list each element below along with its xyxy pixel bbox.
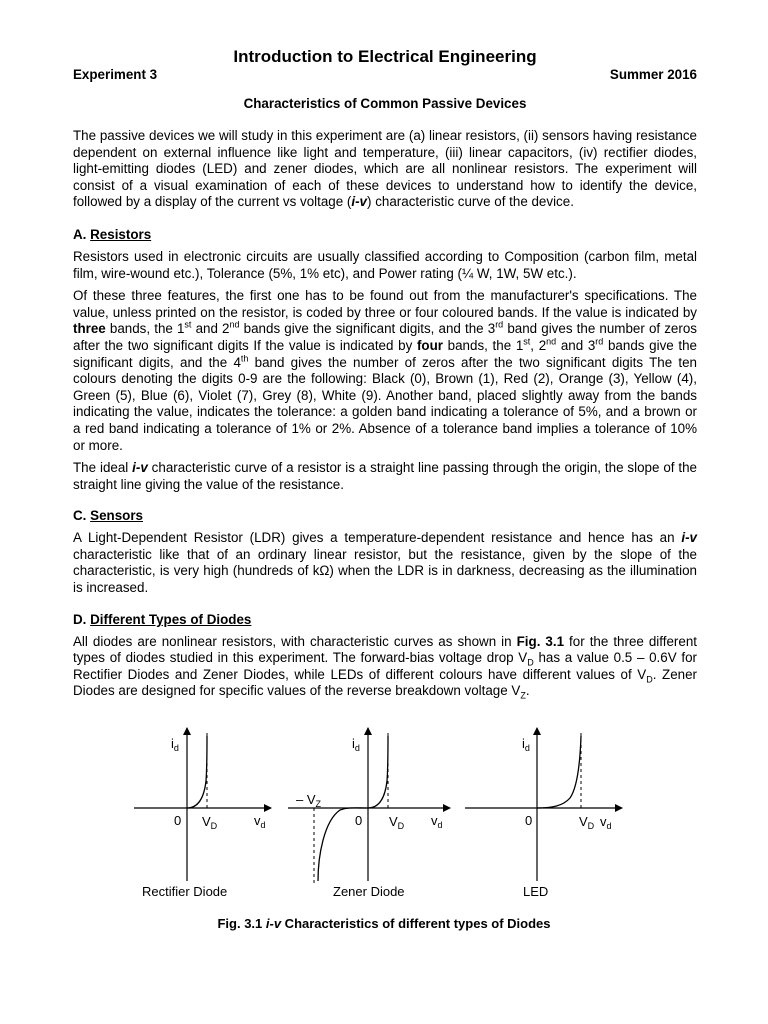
resistors-paragraph-1: Resistors used in electronic circuits are usually classified according to Composition (carbon film, metal film, wire-wound etc.), Tolerance (5%, 1% etc), and Power rating (¼ W, 1W, 5W etc.).	[73, 248, 697, 281]
intro-paragraph: The passive devices we will study in this experiment are (a) linear resistors, (ii) sensors having resistance dependent on external influence like light and temperature, (iii) linear capacitors, (iv) rectifier diodes, light-emitting diodes (LED) and zener diodes, which are all nonlinear resistors. The experiment will consist of a visual examination of each of these devices to understand how to identify the device, followed by a display of the current vs voltage (i-v) characteristic curve of the device.	[73, 128, 697, 210]
rectifier-vd-label: $V_D$	[202, 814, 218, 831]
zener-origin-label: 0	[355, 813, 363, 828]
rectifier-origin-label: 0	[174, 813, 182, 828]
diode-curves-svg	[100, 726, 640, 906]
resistors-paragraph-3: The ideal i-v characteristic curve of a resistor is a straight line passing through the origin, the slope of the straight line giving the value of the resistance.	[73, 460, 697, 492]
resistors-paragraph-2: Of these three features, the first one has to be found out from the manufacturer's specifications. The value, unless printed on the resistor, is coded by three or four coloured bands. If the value is indicated by three bands, the 1st and 2nd bands give the significant digits, and the 3rd band gives the number of zeros after the two significant digits If the value is indicated by four bands, the 1st, 2nd and 3rd bands give the significant digits, and the 4th band gives the number of zeros after the two significant digits The ten colours denoting the digits 0-9 are the following: Black (0), Brown (1), Red (2), Orange (3), Yellow (4), Green (5), Blue (6), Violet (7), Grey (8), White (9). Another band, placed slightly away from the bands indicating the value, indicates the tolerance: a golden band indicating a tolerance of 5%, and a brown or a red band indicating a tolerance of 1% or 2%. Absence of a tolerance band implies a tolerance of 10% or more.	[73, 288, 697, 453]
led-curve	[537, 736, 581, 808]
experiment-header	[73, 66, 697, 84]
document-page	[73, 46, 697, 700]
rectifier-diode-graph	[134, 728, 271, 881]
zener-diode-graph	[288, 728, 450, 886]
rectifier-curve	[187, 736, 207, 808]
section-a-heading: A. Resistors	[73, 226, 152, 242]
rectifier-id-label: $i_d$	[171, 736, 179, 753]
zener-vd-label: $V_D$	[389, 814, 405, 831]
led-id-label: $i_d$	[522, 736, 530, 753]
figure-caption: Fig. 3.1 i-v Characteristics of different types of Diodes	[217, 916, 551, 931]
zener-diode-label: Zener Diode	[333, 884, 405, 899]
experiment-number: Experiment 3	[73, 67, 158, 82]
zener-vd-axis-label: $v_d$	[431, 813, 443, 830]
term-label: Summer 2016	[609, 67, 697, 82]
section-c-heading: C. Sensors	[73, 508, 143, 524]
document-subtitle: Characteristics of Common Passive Devices	[243, 96, 527, 111]
section-d-heading: D. Different Types of Diodes	[73, 611, 252, 627]
rectifier-vd-axis-label: $v_d$	[254, 813, 266, 830]
diode-characteristics-figure	[100, 726, 640, 906]
diodes-paragraph: All diodes are nonlinear resistors, with characteristic curves as shown in Fig. 3.1 for the three different types of diodes studied in this experiment. The forward-bias voltage drop $V_D$ has a value 0.5 – 0.6V for Rectifier Diodes and Zener Diodes, while LEDs of different colours have different values of $V_D$. Zener Diodes are designed for specific values of the reverse breakdown voltage $V_Z$.	[73, 633, 698, 702]
document-title: Introduction to Electrical Engineering	[233, 47, 537, 66]
sensors-paragraph: A Light-Dependent Resistor (LDR) gives a temperature-dependent resistance and hence has an i-v characteristic like that of an ordinary linear resistor, but the resistance, given by the slope of the characteristic, is very high (hundreds of kΩ) when the LDR is in darkness, decreasing as the illumination is increased.	[73, 530, 697, 596]
led-vd-label: $V_D$	[579, 814, 595, 831]
rectifier-diode-label: Rectifier Diode	[142, 884, 228, 899]
zener-vz-label: – $V_Z$	[296, 792, 322, 809]
zener-id-label: $i_d$	[352, 736, 360, 753]
led-origin-label: 0	[525, 813, 533, 828]
led-graph	[465, 728, 622, 881]
led-label: LED	[523, 884, 549, 899]
led-vd-axis-label: $v_d$	[600, 814, 612, 831]
